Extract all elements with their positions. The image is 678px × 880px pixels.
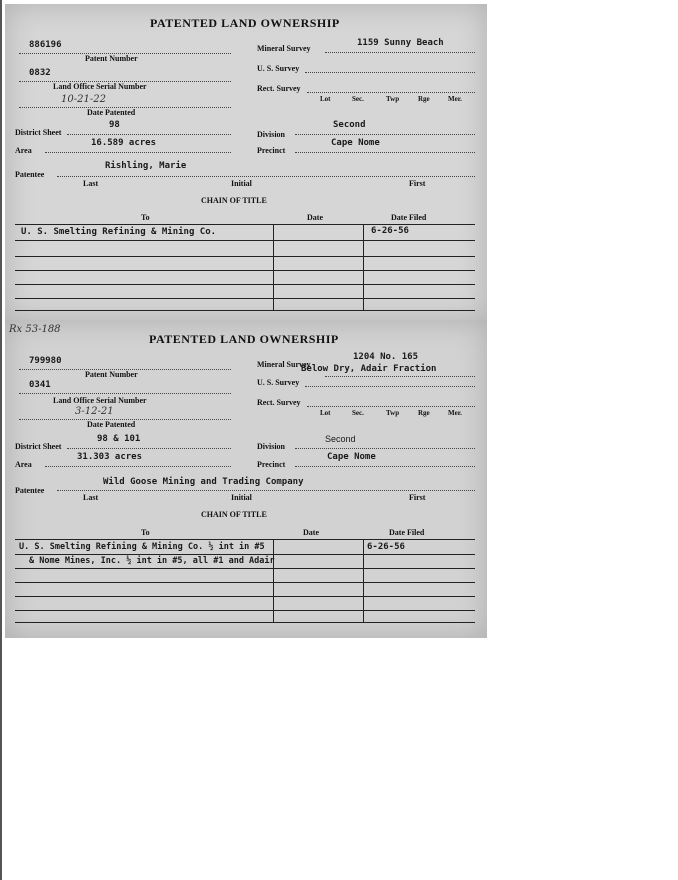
patent-number-label: Patent Number (85, 54, 138, 63)
scan-edge (0, 0, 2, 880)
chain-of-title-heading: CHAIN OF TITLE (201, 196, 267, 205)
area-label: Area (15, 460, 32, 469)
division-value: Second (333, 120, 366, 130)
precinct-value: Cape Nome (331, 138, 380, 148)
chain-row-1-to: U. S. Smelting Refining & Mining Co. ½ int in #5 (19, 542, 265, 552)
first-label: First (409, 493, 426, 502)
initial-label: Initial (231, 493, 252, 502)
date-patented-value: 10-21-22 (61, 94, 106, 105)
division-value: Second (325, 434, 356, 444)
precinct-value: Cape Nome (327, 452, 376, 462)
handwritten-file-note: Rx 53-188 (9, 324, 61, 335)
mineral-survey-value: 1204 No. 165 (353, 352, 419, 362)
col-filed-header: Date Filed (391, 213, 427, 222)
us-survey-label: U. S. Survey (257, 64, 300, 73)
district-sheet-value: 98 (109, 120, 120, 130)
mineral-survey-label: Mineral Survey (257, 360, 311, 369)
last-label: Last (83, 493, 99, 502)
mineral-survey-claims: Below Dry, Adair Fraction (301, 364, 437, 374)
us-survey-label: U. S. Survey (257, 378, 300, 387)
lot-header: Lot (320, 409, 331, 417)
card-title: PATENTED LAND OWNERSHIP (150, 16, 340, 30)
chain-row-1-to: U. S. Smelting Refining & Mining Co. (21, 227, 217, 237)
district-sheet-value: 98 & 101 (97, 434, 141, 444)
serial-number-label: Land Office Serial Number (53, 396, 147, 405)
chain-of-title-heading: CHAIN OF TITLE (201, 510, 267, 519)
rect-survey-label: Rect. Survey (257, 398, 301, 407)
mineral-survey-value: 1159 Sunny Beach (357, 38, 444, 48)
land-ownership-card-1 (5, 4, 487, 320)
chain-row-2-to: & Nome Mines, Inc. ½ int in #5, all #1 and Adair (29, 556, 275, 566)
col-to-header: To (141, 528, 150, 537)
division-label: Division (257, 442, 286, 451)
twp-header: Twp (386, 95, 400, 103)
serial-number-label: Land Office Serial Number (53, 82, 147, 91)
serial-number-value: 0341 (29, 380, 51, 390)
area-label: Area (15, 146, 32, 155)
patent-number-label: Patent Number (85, 370, 138, 379)
sec-header: Sec. (352, 95, 364, 103)
area-value: 16.589 acres (91, 138, 157, 148)
rge-header: Rge (418, 409, 430, 417)
lot-header: Lot (320, 95, 331, 103)
last-label: Last (83, 179, 99, 188)
land-ownership-card-2 (5, 320, 487, 638)
col-to-header: To (141, 213, 150, 222)
patentee-label: Patentee (15, 486, 45, 495)
mineral-survey-label: Mineral Survey (257, 44, 311, 53)
date-patented-label: Date Patented (87, 108, 136, 117)
precinct-label: Precinct (257, 146, 286, 155)
district-sheet-label: District Sheet (15, 128, 62, 137)
patent-number-value: 799980 (29, 356, 62, 366)
first-label: First (409, 179, 426, 188)
serial-number-value: 0832 (29, 68, 51, 78)
patentee-label: Patentee (15, 170, 45, 179)
chain-row-1-filed: 6-26-56 (371, 226, 409, 236)
patent-number-value: 886196 (29, 40, 62, 50)
area-value: 31.303 acres (77, 452, 143, 462)
patentee-value: Rishling, Marie (105, 161, 187, 171)
chain-row-1-filed: 6-26-56 (367, 542, 405, 552)
rect-survey-label: Rect. Survey (257, 84, 301, 93)
patentee-value: Wild Goose Mining and Trading Company (103, 477, 304, 487)
mer-header: Mer. (448, 409, 462, 417)
date-patented-label: Date Patented (87, 420, 136, 429)
col-date-header: Date (303, 528, 319, 537)
col-date-header: Date (307, 213, 323, 222)
district-sheet-label: District Sheet (15, 442, 62, 451)
mer-header: Mer. (448, 95, 462, 103)
initial-label: Initial (231, 179, 252, 188)
division-label: Division (257, 130, 286, 139)
card-title: PATENTED LAND OWNERSHIP (149, 332, 339, 346)
rge-header: Rge (418, 95, 430, 103)
date-patented-value: 3-12-21 (75, 406, 114, 417)
precinct-label: Precinct (257, 460, 286, 469)
sec-header: Sec. (352, 409, 364, 417)
twp-header: Twp (386, 409, 400, 417)
col-filed-header: Date Filed (389, 528, 425, 537)
